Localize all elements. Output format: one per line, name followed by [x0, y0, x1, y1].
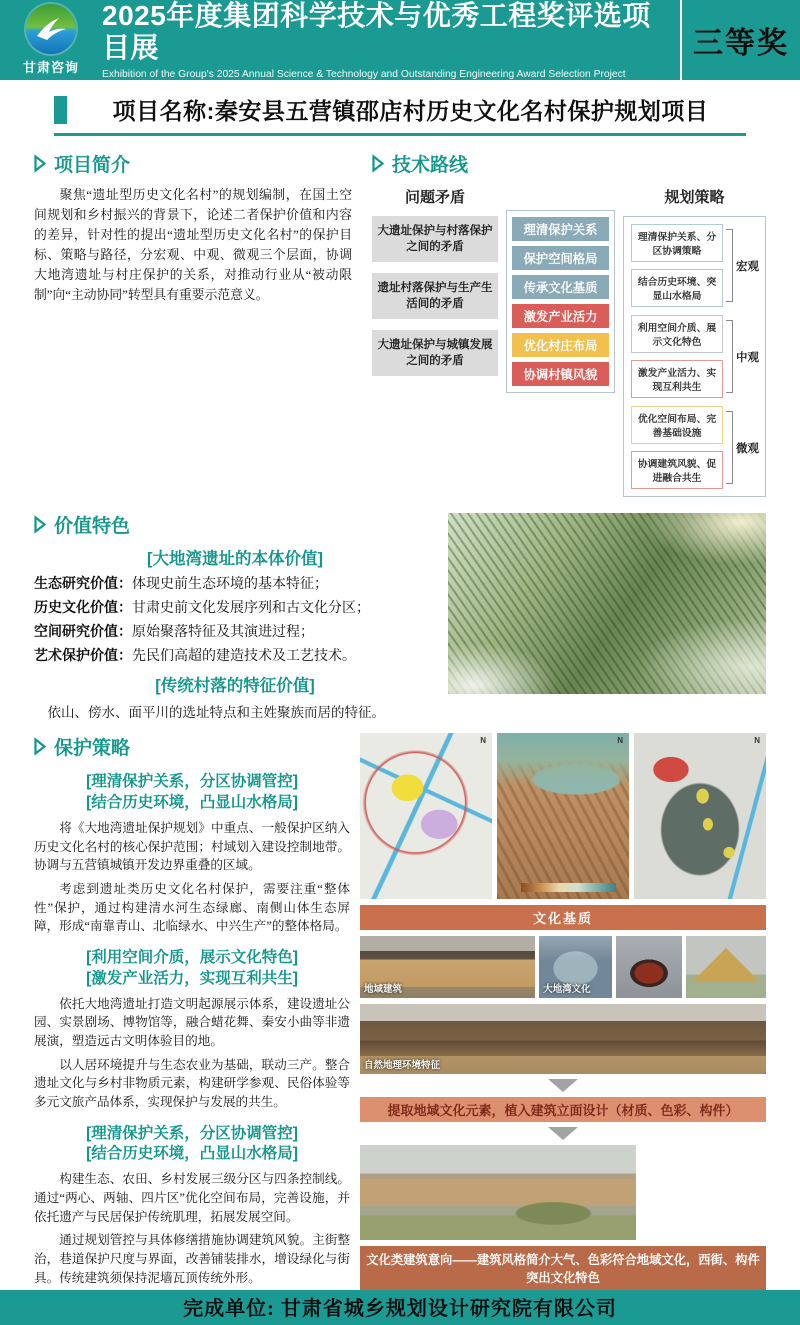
strategy-paragraph: 通过规划管控与具体修缮措施协调建筑风貌。主街整治，巷道保护尺度与界面，改善铺装排水，增设绿化与街具。传统建筑须保持泥墙瓦顶传统外形。 [34, 1233, 350, 1285]
measure-box: 保护空间格局 [512, 246, 609, 270]
compass-north-label: N [754, 736, 760, 746]
photo-label: 自然地理环境特征 [364, 1060, 441, 1072]
strategies-column-title: 规划策略 [664, 189, 725, 207]
village-aerial-rendering-image [448, 513, 766, 694]
section-arrow-icon [372, 155, 384, 172]
bracket-shape [726, 229, 733, 302]
level-group-micro [631, 406, 760, 489]
thatched-hut-photo [686, 936, 766, 998]
building-intent-caption-band: 文化类建筑意向——建筑风格简介大气、色彩符合地域文化，西街、构件突出文化特色 [360, 1246, 766, 1290]
project-title: 项目名称:秦安县五营镇邵店村历史文化名村保护规划项目 [112, 98, 709, 125]
strategy-block-title: [结合历史环境，凸显山水格局] [86, 794, 298, 812]
culture-photos-row [360, 936, 766, 998]
strategy-box: 激发产业活力、实现互利共生 [631, 360, 723, 398]
culture-matrix-band: 文化基质 [360, 905, 766, 930]
completion-unit-footer: 完成单位: 甘肃省城乡规划设计研究院有限公司 [0, 1290, 800, 1325]
map-legend-strip [521, 883, 616, 892]
techroute-diagram [372, 186, 766, 497]
strategy-section-header [34, 733, 350, 760]
strategy-block-title: [理清保护关系，分区协调管控] [86, 773, 298, 791]
techroute-section-header [372, 150, 766, 177]
strategy-paragraph: 将《大地湾遗址保护规划》中重点、一般保护区纳入历史文化名村的核心保护范围；村域划入建设控制地带。协调与五营镇城镇开发边界重叠的区域。 [34, 821, 350, 873]
wooden-gate-photo [641, 1145, 766, 1240]
strategy-box: 结合历史环境、突显山水格局 [631, 269, 723, 307]
strategy-block-title: [理清保护关系，分区协调管控] [86, 1124, 298, 1142]
problem-box: 遗址村落保护与生产生活间的矛盾 [372, 273, 498, 319]
problem-box: 大遗址保护与城镇发展之间的矛盾 [372, 330, 498, 376]
gansu-consulting-logo-icon [26, 4, 76, 54]
value-heading: 价值特色 [54, 516, 131, 538]
strategy-box: 理清保护关系、分区协调策略 [631, 224, 723, 262]
value-item [34, 621, 436, 641]
problems-column-title: 问题矛盾 [404, 189, 465, 207]
strategy-block-3 [34, 1124, 350, 1288]
satellite-planning-map-image [634, 733, 766, 899]
section-arrow-icon [34, 516, 46, 533]
value-item [34, 573, 436, 593]
building-intent-photos-row [360, 1145, 766, 1240]
terraced-hill-panorama-photo [360, 1004, 766, 1074]
intro-heading: 项目简介 [54, 155, 131, 177]
value-item-label: 历史文化价值： [34, 601, 132, 617]
section-arrow-icon [34, 738, 46, 755]
down-arrow-icon [548, 1127, 578, 1140]
award-level-label: 三等奖 [693, 27, 789, 61]
strategies-column [623, 186, 766, 497]
value-item-label: 艺术保护价值： [34, 649, 132, 665]
row-intro-techroute [0, 150, 800, 497]
strategy-paragraph: 构建生态、农田、乡村发展三级分区与四条控制线。通过“两心、两轴、四片区”优化空间布局，完善设施，并依托遗产与民居保护传统肌理，拓展发展空间。 [34, 1172, 350, 1224]
value-item-text: 先民们高超的建造技术及工艺技术。 [132, 649, 356, 665]
title-accent-square [54, 96, 67, 124]
row-value-features [0, 511, 800, 721]
strategy-block-title: [结合历史环境，凸显山水格局] [86, 1145, 298, 1163]
logo-caption: 甘肃咨询 [22, 60, 79, 76]
techroute-heading: 技术路线 [392, 155, 469, 177]
section-value-features [34, 511, 436, 721]
strategy-box: 协调建筑风貌、促进融合共生 [631, 451, 723, 489]
strategy-block-title: [激发产业活力，实现互利共生] [86, 969, 298, 987]
section-project-intro [34, 150, 352, 497]
measure-box: 优化村庄布局 [512, 333, 609, 357]
value-item-text: 原始聚落特征及其演进过程； [132, 625, 314, 641]
bracket-shape [726, 320, 733, 393]
row-strategy-gallery [0, 733, 800, 1290]
strategy-box: 利用空间介质、展示文化特色 [631, 315, 723, 353]
problems-column [372, 186, 498, 497]
measure-box: 协调村镇风貌 [512, 362, 609, 386]
intro-section-header [34, 150, 352, 177]
value-item-text: 体现史前生态环境的基本特征； [132, 577, 328, 593]
local-architecture-photo [360, 936, 535, 998]
intro-paragraph: 聚焦“遗址型历史文化名村”的规划编制，在国土空间规划和乡村振兴的背景下，论述二者保护价值和内容的差异，针对性的提出“遗址型历史文化名村”的保护目标、策略与路径，分宏观、中观、微观三个层面，协调大地湾遗址与村庄保护的关系，对推动行业从“被动限制”向“主动协同”转型具有重要示范意义。 [34, 188, 352, 302]
maps-row [360, 733, 766, 899]
section-protection-strategy [34, 733, 350, 1290]
level-label: 宏观 [736, 260, 759, 273]
strategy-paragraph: 依托大地湾遗址打造文明起源展示体系，建设遗址公园、实景剧场、博物馆等，融合蜡花舞、秦安小曲等非遗展演，塑造远古文明体验目的地。 [34, 996, 350, 1049]
strategy-heading: 保护策略 [54, 738, 131, 760]
excavation-site-photo [539, 936, 612, 998]
value-item-label: 生态研究价值： [34, 577, 132, 593]
protection-zoning-map-image [360, 733, 492, 899]
logo-block [0, 0, 102, 80]
rammed-earth-museum-photo [360, 1145, 636, 1240]
design-extraction-band: 提取地域文化元素，植入建筑立面设计（材质、色彩、构件） [360, 1097, 766, 1122]
value-item-text: 甘肃史前文化发展序列和古文化分区； [132, 601, 370, 617]
photo-label: 大地湾文化 [543, 984, 591, 996]
strategies-container [623, 216, 766, 497]
value-item [34, 645, 436, 665]
measure-box: 传承文化基质 [512, 275, 609, 299]
level-group-meso [631, 315, 760, 398]
header-band [0, 0, 800, 80]
bracket-shape [726, 411, 733, 484]
gallery-column [360, 733, 766, 1290]
value-tail-text: 依山、傍水、面平川的选址特点和主姓聚族而居的特征。 [47, 705, 385, 721]
strategy-paragraph: 考虑到遗址类历史文化名村保护，需要注重“整体性”保护，通过构建清水河生态绿廊、南侧山体生态屏障，形成“南靠青山、北临绿水、中兴生产”的整体格局。 [34, 882, 350, 934]
compass-north-label: N [480, 736, 486, 746]
problem-box: 大遗址保护与村落保护之间的矛盾 [372, 216, 498, 262]
strategy-box: 优化空间布局、完善基础设施 [631, 406, 723, 444]
down-arrow-icon [548, 1079, 578, 1092]
strategy-block-1 [34, 772, 350, 936]
project-title-bar [54, 93, 746, 136]
section-tech-route [372, 150, 766, 497]
level-label: 中观 [736, 351, 759, 364]
compass-north-label: N [617, 736, 623, 746]
value-item-label: 空间研究价值： [34, 625, 132, 641]
level-label: 微观 [736, 442, 759, 455]
exhibition-subtitle-en: Exhibition of the Group's 2025 Annual Science & Technology and Outstanding Engineering Award Selection Project [102, 69, 626, 81]
value-subtitle-1: [大地湾遗址的本体价值] [147, 550, 323, 569]
strategy-block-2 [34, 948, 350, 1112]
painted-pottery-photo [616, 936, 682, 998]
value-section-header [34, 511, 436, 538]
exhibition-title: 2025年度集团科学技术与优秀工程奖评选项目展 [102, 0, 651, 64]
level-group-macro [631, 224, 760, 307]
value-item [34, 597, 436, 617]
value-subtitle-2: [传统村落的特征价值] [155, 677, 315, 696]
header-titles [102, 0, 680, 80]
measures-column [506, 210, 615, 393]
terrain-relief-map-image [497, 733, 629, 899]
strategy-paragraph: 以人居环境提升与生态农业为基础，联动三产。整合遗址文化与乡村非物质元素，构建研学参观、民俗体验等多元文旅产品体系，实现保护与发展的共生。 [34, 1057, 350, 1109]
measure-box: 激发产业活力 [512, 304, 609, 328]
section-arrow-icon [34, 155, 46, 172]
strategy-block-title: [利用空间介质，展示文化特色] [86, 948, 298, 966]
measure-box: 理清保护关系 [512, 217, 609, 241]
photo-label: 地域建筑 [364, 984, 403, 996]
